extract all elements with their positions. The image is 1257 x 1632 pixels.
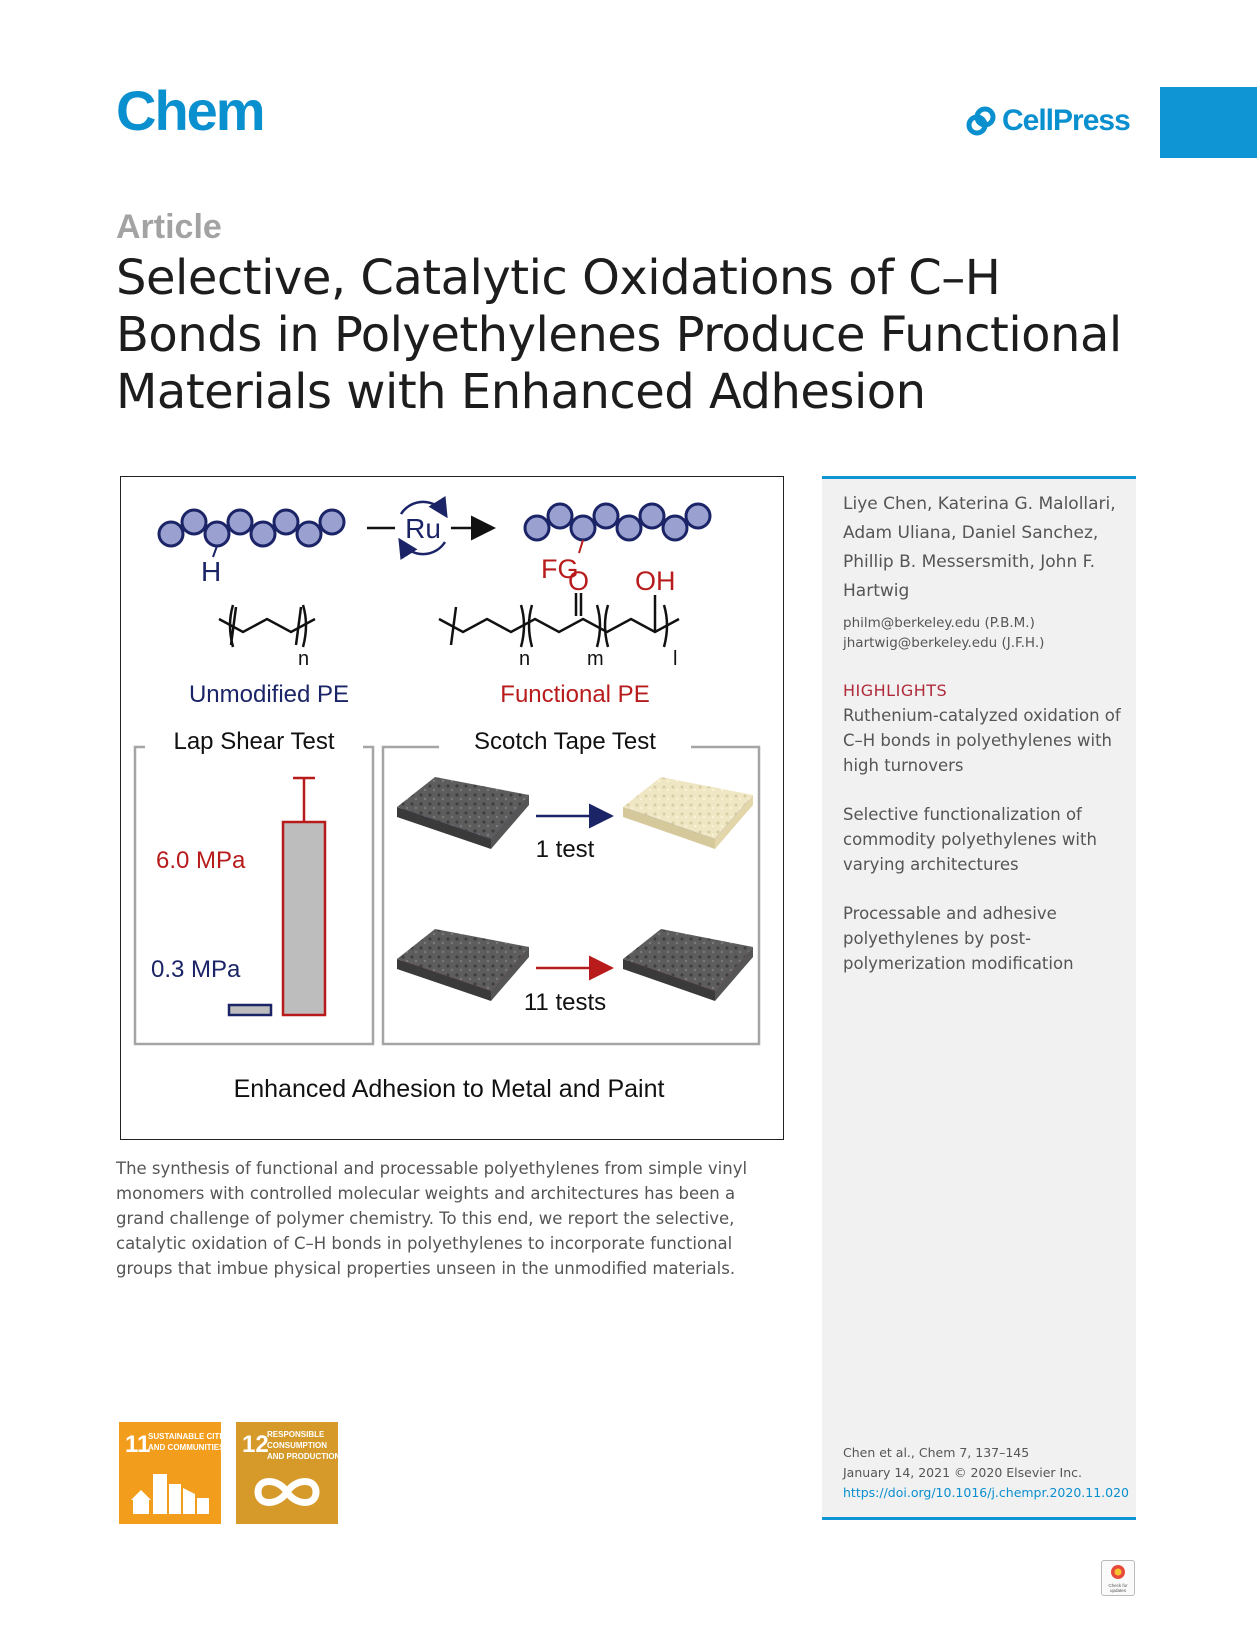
journal-logo: Chem — [116, 79, 264, 142]
value-high-label: 6.0 MPa — [156, 847, 246, 874]
sdg-12-line3: AND PRODUCTION — [267, 1452, 341, 1461]
graphical-abstract-caption: Enhanced Adhesion to Metal and Paint — [233, 1075, 665, 1103]
sdg-11-line2: AND COMMUNITIES — [148, 1443, 225, 1452]
sidebar-panel — [822, 476, 1136, 1520]
sample-before-11 — [397, 929, 529, 1001]
article-type: Article — [116, 208, 222, 246]
sample-before-1 — [397, 777, 529, 849]
abstract-text: The synthesis of functional and processable polyethylenes from simple vinyl monomers with controlled molecular weights and architectures has been a grand challenge of polymer chemistry. To this end, we report the selective, catalytic oxidation of C–H bonds in polyethylenes to incorporate functional groups that imbue physical properties unseen in the unmodified materials. — [116, 1159, 748, 1278]
sdg-12-icon — [236, 1422, 341, 1524]
check-for-updates-button[interactable] — [1101, 1560, 1135, 1596]
doi-link[interactable]: https://doi.org/10.1016/j.chempr.2020.11.020 — [843, 1485, 1129, 1500]
sdg-11-line1: SUSTAINABLE CITIES — [148, 1432, 233, 1441]
cellpress-logo — [966, 104, 1130, 138]
lap-shear-panel — [135, 728, 373, 1044]
lap-shear-title: Lap Shear Test — [173, 728, 335, 755]
test-11-label: 11 tests — [523, 989, 607, 1016]
m-label: m — [587, 648, 604, 670]
functional-pe-label: Functional PE — [500, 681, 650, 708]
journal-color-tab — [1160, 87, 1257, 158]
sample-after-1 — [623, 777, 753, 849]
scotch-tape-panel — [383, 728, 759, 1044]
value-low-label: 0.3 MPa — [151, 956, 241, 983]
unmodified-pe-structure — [219, 605, 315, 647]
sdg-12-line2: CONSUMPTION — [267, 1441, 327, 1450]
sdg-12-line1: RESPONSIBLE — [267, 1430, 325, 1439]
author-list: Liye Chen, Katerina G. Malollari, Adam Uliana, Daniel Sanchez, Phillip B. Messersmith, John F. Hartwig — [843, 494, 1116, 601]
cellpress-icon — [966, 106, 996, 136]
unmodified-chain — [159, 510, 344, 546]
highlight-item: Selective functionalization of commodity polyethylenes with varying architectures — [843, 805, 1097, 874]
h-label: H — [201, 556, 222, 587]
sdg-12-number: 12 — [242, 1431, 269, 1458]
sdg-11-number: 11 — [125, 1431, 151, 1458]
l-label: l — [673, 648, 678, 670]
ru-catalyst-arrow — [367, 500, 491, 556]
publisher-name: CellPress — [1002, 104, 1130, 137]
publication-date: January 14, 2021 © 2020 Elsevier Inc. — [843, 1465, 1082, 1480]
n-left-label: n — [298, 648, 310, 670]
email-2[interactable]: jhartwig@berkeley.edu (J.F.H.) — [843, 635, 1045, 651]
citation: Chen et al., Chem 7, 137–145 — [843, 1445, 1030, 1460]
bar-unmodified — [229, 1005, 271, 1015]
graphical-abstract — [120, 476, 784, 1140]
oh-label: OH — [635, 566, 676, 596]
highlight-item: Processable and adhesive polyethylenes by post-polymerization modification — [843, 904, 1074, 973]
badge-line2: updates — [1109, 1588, 1127, 1593]
scotch-tape-title: Scotch Tape Test — [474, 728, 656, 755]
graphical-abstract-figure — [121, 477, 782, 1138]
n-right-label: n — [519, 648, 531, 670]
highlights-heading: HIGHLIGHTS — [843, 681, 948, 700]
functional-pe-structure — [439, 593, 679, 647]
highlight-item: Ruthenium-catalyzed oxidation of C–H bonds in polyethylenes with high turnovers — [843, 706, 1121, 775]
test-1-label: 1 test — [535, 836, 595, 863]
city-icon — [131, 1474, 209, 1514]
sdg-11-icon — [119, 1422, 233, 1524]
email-1[interactable]: philm@berkeley.edu (P.B.M.) — [843, 615, 1035, 631]
badge-line1: Check for — [1108, 1583, 1128, 1588]
bar-functional — [283, 822, 325, 1015]
article-title: Selective, Catalytic Oxidations of C–H Bonds in Polyethylenes Produce Functional Materials with Enhanced Adhesion — [116, 250, 1122, 420]
fg-label: FG — [541, 554, 579, 584]
catalyst-label: Ru — [405, 513, 441, 544]
sample-after-11 — [623, 929, 753, 1001]
functional-chain — [525, 504, 710, 540]
unmodified-pe-label: Unmodified PE — [188, 681, 350, 708]
o-label: O — [568, 566, 590, 596]
infinity-icon — [258, 1482, 316, 1503]
